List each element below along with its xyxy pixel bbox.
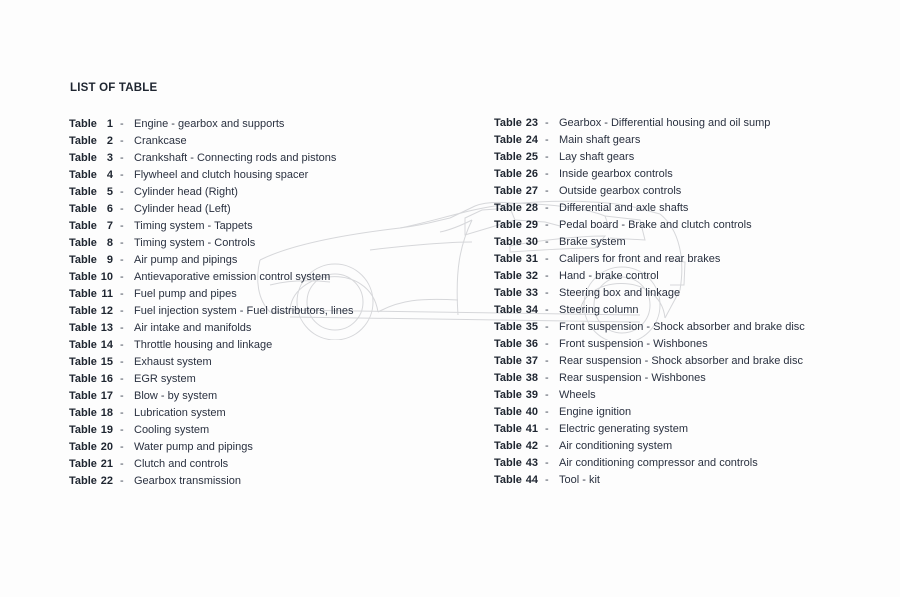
list-item[interactable] xyxy=(494,387,894,404)
table-description: Brake system xyxy=(559,236,626,248)
table-label: Table xyxy=(69,475,97,487)
table-number: 12 xyxy=(100,305,113,317)
list-item[interactable] xyxy=(69,252,469,269)
list-item[interactable] xyxy=(494,370,894,387)
separator: - xyxy=(120,220,124,232)
separator: - xyxy=(545,287,549,299)
table-description: Fuel injection system - Fuel distributors, lines xyxy=(134,305,354,317)
list-item[interactable] xyxy=(494,268,894,285)
separator: - xyxy=(120,373,124,385)
separator: - xyxy=(545,236,549,248)
table-label: Table xyxy=(69,441,97,453)
separator: - xyxy=(120,271,124,283)
list-item[interactable] xyxy=(494,251,894,268)
table-number: 10 xyxy=(100,271,113,283)
table-number: 37 xyxy=(525,355,538,367)
list-item[interactable] xyxy=(494,438,894,455)
table-number: 27 xyxy=(525,185,538,197)
table-number: 43 xyxy=(525,457,538,469)
table-description: Air conditioning system xyxy=(559,440,673,452)
list-item[interactable] xyxy=(494,132,894,149)
table-description: Rear suspension - Shock absorber and brake disc xyxy=(559,355,803,367)
separator: - xyxy=(120,475,124,487)
table-description: Gearbox - Differential housing and oil sump xyxy=(559,117,771,129)
list-item[interactable] xyxy=(69,201,469,218)
table-number: 23 xyxy=(525,117,538,129)
separator: - xyxy=(545,253,549,265)
list-item[interactable] xyxy=(69,184,469,201)
list-item[interactable] xyxy=(494,234,894,251)
separator: - xyxy=(120,135,124,147)
table-label: Table xyxy=(494,474,522,486)
separator: - xyxy=(545,440,549,452)
list-item[interactable] xyxy=(494,421,894,438)
table-label: Table xyxy=(69,458,97,470)
separator: - xyxy=(545,134,549,146)
separator: - xyxy=(545,355,549,367)
table-label: Table xyxy=(494,423,522,435)
table-number: 30 xyxy=(525,236,538,248)
table-number: 11 xyxy=(101,288,113,300)
list-item[interactable] xyxy=(69,116,469,133)
list-item[interactable] xyxy=(69,354,469,371)
list-item[interactable] xyxy=(494,149,894,166)
separator: - xyxy=(120,322,124,334)
list-item[interactable] xyxy=(69,150,469,167)
table-label: Table xyxy=(494,168,522,180)
table-label: Table xyxy=(494,338,522,350)
table-label: Table xyxy=(494,304,522,316)
table-label: Table xyxy=(494,372,522,384)
separator: - xyxy=(120,305,124,317)
table-number: 14 xyxy=(100,339,113,351)
list-item[interactable] xyxy=(494,166,894,183)
table-number: 7 xyxy=(106,220,113,232)
separator: - xyxy=(545,423,549,435)
table-number: 42 xyxy=(525,440,538,452)
page-title: LIST OF TABLE xyxy=(70,82,158,94)
table-number: 25 xyxy=(525,151,538,163)
table-description: Air conditioning compressor and controls xyxy=(559,457,758,469)
table-description: Inside gearbox controls xyxy=(559,168,673,180)
separator: - xyxy=(545,219,549,231)
table-description: Steering column xyxy=(559,304,639,316)
table-description: Throttle housing and linkage xyxy=(134,339,273,351)
table-description: Antievaporative emission control system xyxy=(134,271,331,283)
separator: - xyxy=(120,186,124,198)
separator: - xyxy=(120,152,124,164)
table-number: 16 xyxy=(100,373,113,385)
table-description: EGR system xyxy=(134,373,196,385)
table-label: Table xyxy=(69,322,97,334)
separator: - xyxy=(120,339,124,351)
table-number: 6 xyxy=(106,203,113,215)
table-label: Table xyxy=(494,389,522,401)
list-item[interactable] xyxy=(494,285,894,302)
separator: - xyxy=(120,458,124,470)
separator: - xyxy=(120,169,124,181)
list-item[interactable] xyxy=(494,336,894,353)
table-label: Table xyxy=(69,339,97,351)
table-description: Clutch and controls xyxy=(134,458,229,470)
table-number: 44 xyxy=(525,474,538,486)
separator: - xyxy=(120,441,124,453)
table-label: Table xyxy=(494,321,522,333)
table-number: 5 xyxy=(106,186,113,198)
separator: - xyxy=(545,151,549,163)
list-item[interactable] xyxy=(69,337,469,354)
list-item[interactable] xyxy=(69,388,469,405)
table-number: 24 xyxy=(525,134,538,146)
table-number: 19 xyxy=(100,424,113,436)
list-item[interactable] xyxy=(494,472,894,489)
table-number: 26 xyxy=(525,168,538,180)
table-description: Crankcase xyxy=(134,135,187,147)
separator: - xyxy=(545,202,549,214)
table-description: Differential and axle shafts xyxy=(559,202,689,214)
list-item[interactable] xyxy=(69,167,469,184)
table-number: 39 xyxy=(525,389,538,401)
table-number: 9 xyxy=(106,254,113,266)
table-number: 20 xyxy=(100,441,113,453)
table-description: Steering box and linkage xyxy=(559,287,681,299)
separator: - xyxy=(545,457,549,469)
separator: - xyxy=(545,168,549,180)
table-label: Table xyxy=(69,186,97,198)
table-description: Timing system - Tappets xyxy=(134,220,253,232)
table-number: 13 xyxy=(100,322,113,334)
list-item[interactable] xyxy=(69,371,469,388)
table-description: Outside gearbox controls xyxy=(559,185,682,197)
list-item[interactable] xyxy=(494,353,894,370)
table-label: Table xyxy=(494,219,522,231)
table-number: 40 xyxy=(525,406,538,418)
table-list-left xyxy=(69,116,469,490)
table-description: Exhaust system xyxy=(134,356,212,368)
table-label: Table xyxy=(69,305,97,317)
table-label: Table xyxy=(69,424,97,436)
list-item[interactable] xyxy=(69,456,469,473)
table-label: Table xyxy=(69,356,97,368)
table-label: Table xyxy=(69,203,97,215)
separator: - xyxy=(545,185,549,197)
table-description: Water pump and pipings xyxy=(134,441,253,453)
table-number: 41 xyxy=(525,423,538,435)
table-label: Table xyxy=(494,406,522,418)
table-number: 4 xyxy=(106,169,113,181)
list-item[interactable] xyxy=(494,217,894,234)
table-label: Table xyxy=(494,185,522,197)
table-number: 18 xyxy=(100,407,113,419)
list-item[interactable] xyxy=(69,133,469,150)
table-description: Hand - brake control xyxy=(559,270,659,282)
separator: - xyxy=(120,118,124,130)
table-label: Table xyxy=(494,134,522,146)
list-item[interactable] xyxy=(494,115,894,132)
list-item[interactable] xyxy=(494,404,894,421)
table-label: Table xyxy=(69,220,97,232)
list-item[interactable] xyxy=(69,320,469,337)
table-number: 21 xyxy=(100,458,113,470)
separator: - xyxy=(545,117,549,129)
separator: - xyxy=(120,203,124,215)
separator: - xyxy=(120,390,124,402)
table-number: 31 xyxy=(525,253,538,265)
table-description: Gearbox transmission xyxy=(134,475,241,487)
table-label: Table xyxy=(69,254,97,266)
table-description: Calipers for front and rear brakes xyxy=(559,253,721,265)
separator: - xyxy=(545,270,549,282)
separator: - xyxy=(545,406,549,418)
table-description: Rear suspension - Wishbones xyxy=(559,372,706,384)
table-number: 32 xyxy=(525,270,538,282)
table-description: Electric generating system xyxy=(559,423,688,435)
separator: - xyxy=(120,407,124,419)
table-description: Engine ignition xyxy=(559,406,632,418)
separator: - xyxy=(545,474,549,486)
list-item[interactable] xyxy=(69,422,469,439)
table-description: Fuel pump and pipes xyxy=(134,288,237,300)
table-description: Wheels xyxy=(559,389,596,401)
list-item[interactable] xyxy=(69,286,469,303)
separator: - xyxy=(120,356,124,368)
table-description: Front suspension - Wishbones xyxy=(559,338,708,350)
list-item[interactable] xyxy=(69,235,469,252)
table-label: Table xyxy=(494,355,522,367)
table-description: Timing system - Controls xyxy=(134,237,256,249)
table-number: 17 xyxy=(100,390,113,402)
table-number: 34 xyxy=(525,304,538,316)
table-label: Table xyxy=(69,407,97,419)
table-list-right xyxy=(494,115,894,489)
table-label: Table xyxy=(494,440,522,452)
table-description: Crankshaft - Connecting rods and pistons xyxy=(134,152,337,164)
table-description: Main shaft gears xyxy=(559,134,641,146)
table-number: 8 xyxy=(106,237,113,249)
list-item[interactable] xyxy=(494,200,894,217)
table-label: Table xyxy=(69,237,97,249)
table-description: Cylinder head (Right) xyxy=(134,186,238,198)
table-label: Table xyxy=(494,457,522,469)
table-label: Table xyxy=(69,288,97,300)
table-description: Flywheel and clutch housing spacer xyxy=(134,169,309,181)
table-number: 15 xyxy=(100,356,113,368)
table-number: 36 xyxy=(525,338,538,350)
list-item[interactable] xyxy=(494,183,894,200)
table-label: Table xyxy=(69,271,97,283)
table-label: Table xyxy=(69,373,97,385)
separator: - xyxy=(120,288,124,300)
table-label: Table xyxy=(494,270,522,282)
separator: - xyxy=(545,338,549,350)
table-description: Front suspension - Shock absorber and brake disc xyxy=(559,321,805,333)
separator: - xyxy=(545,321,549,333)
list-item[interactable] xyxy=(69,218,469,235)
table-label: Table xyxy=(494,287,522,299)
table-label: Table xyxy=(69,135,97,147)
table-description: Air intake and manifolds xyxy=(134,322,252,334)
list-item[interactable] xyxy=(69,473,469,490)
list-item[interactable] xyxy=(69,439,469,456)
separator: - xyxy=(120,237,124,249)
table-number: 35 xyxy=(525,321,538,333)
table-label: Table xyxy=(494,202,522,214)
separator: - xyxy=(545,372,549,384)
table-number: 1 xyxy=(106,118,113,130)
table-description: Cylinder head (Left) xyxy=(134,203,231,215)
list-item[interactable] xyxy=(494,319,894,336)
table-number: 22 xyxy=(100,475,113,487)
separator: - xyxy=(545,389,549,401)
table-label: Table xyxy=(494,236,522,248)
table-label: Table xyxy=(69,390,97,402)
list-item[interactable] xyxy=(494,302,894,319)
table-description: Tool - kit xyxy=(559,474,600,486)
table-description: Lay shaft gears xyxy=(559,151,635,163)
separator: - xyxy=(120,254,124,266)
separator: - xyxy=(120,424,124,436)
table-label: Table xyxy=(494,117,522,129)
table-number: 29 xyxy=(525,219,538,231)
table-label: Table xyxy=(494,151,522,163)
table-description: Blow - by system xyxy=(134,390,218,402)
list-item[interactable] xyxy=(69,405,469,422)
table-description: Cooling system xyxy=(134,424,210,436)
table-number: 28 xyxy=(525,202,538,214)
table-description: Pedal board - Brake and clutch controls xyxy=(559,219,752,231)
table-description: Engine - gearbox and supports xyxy=(134,118,285,130)
table-number: 2 xyxy=(106,135,113,147)
table-label: Table xyxy=(69,118,97,130)
table-label: Table xyxy=(494,253,522,265)
list-item[interactable] xyxy=(494,455,894,472)
table-number: 3 xyxy=(106,152,113,164)
table-label: Table xyxy=(69,152,97,164)
list-item[interactable] xyxy=(69,303,469,320)
table-description: Air pump and pipings xyxy=(134,254,238,266)
table-number: 33 xyxy=(525,287,538,299)
separator: - xyxy=(545,304,549,316)
table-number: 38 xyxy=(525,372,538,384)
table-description: Lubrication system xyxy=(134,407,226,419)
list-item[interactable] xyxy=(69,269,469,286)
table-label: Table xyxy=(69,169,97,181)
